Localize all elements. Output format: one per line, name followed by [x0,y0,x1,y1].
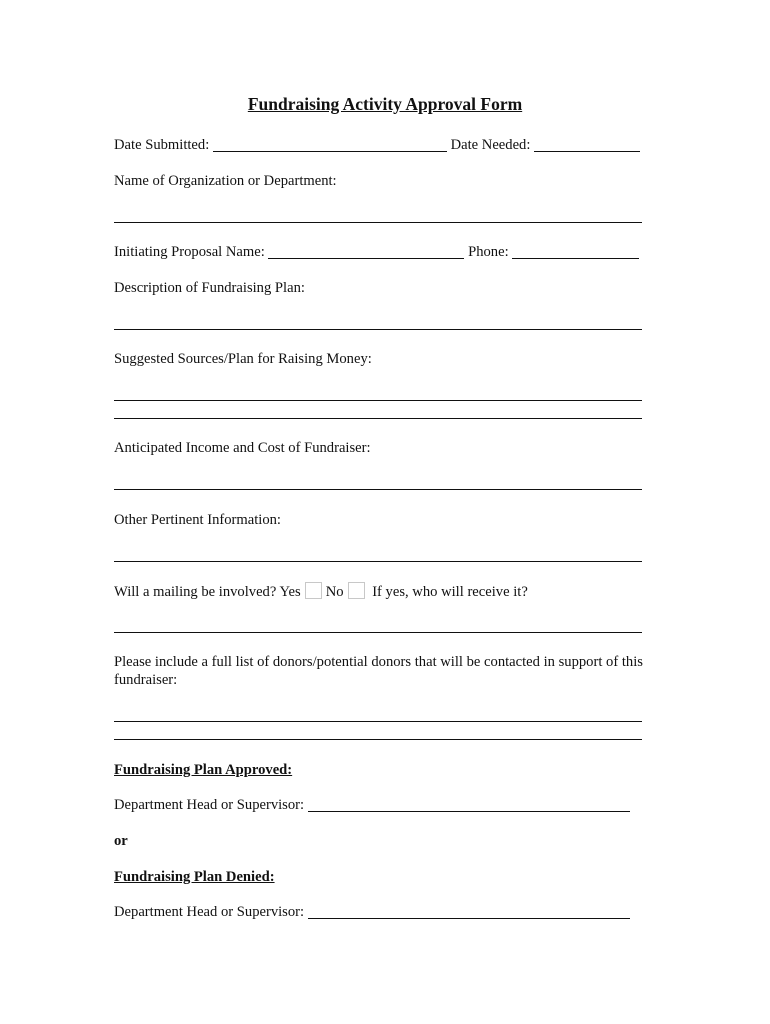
form-title: Fundraising Activity Approval Form [247,94,523,114]
donors-field-line-2[interactable] [114,739,642,740]
organization-field[interactable] [114,222,642,223]
date-submitted-label: Date Submitted: [114,137,210,153]
donors-field-line-1[interactable] [114,721,642,722]
denied-signature-field[interactable] [308,904,630,919]
approved-signature-row [114,796,630,814]
mailing-row [114,582,528,601]
description-field[interactable] [114,329,642,330]
denied-signature-label: Department Head or Supervisor: [114,904,305,920]
mailing-no-checkbox[interactable] [348,582,365,599]
approved-heading: Fundraising Plan Approved: [114,762,293,778]
mailing-no-label: No [325,584,344,600]
initiating-name-field[interactable] [268,244,464,259]
date-submitted-field[interactable] [213,137,447,152]
other-info-field[interactable] [114,561,642,562]
sources-label: Suggested Sources/Plan for Raising Money: [114,351,372,367]
organization-label: Name of Organization or Department: [114,173,337,189]
denied-heading: Fundraising Plan Denied: [114,869,275,885]
date-needed-field[interactable] [534,137,640,152]
approved-signature-label: Department Head or Supervisor: [114,797,305,813]
date-needed-label: Date Needed: [450,137,531,153]
sources-field-line-1[interactable] [114,400,642,401]
or-label: or [114,833,128,849]
mailing-recipient-label: If yes, who will receive it? [372,584,528,600]
donors-label: Please include a full list of donors/potential donors that will be contacted in support of this fundraiser: [114,654,643,688]
phone-field[interactable] [512,244,639,259]
initiating-row [114,243,639,261]
approved-signature-field[interactable] [308,797,630,812]
mailing-question-label: Will a mailing be involved? Yes [114,584,301,600]
income-label: Anticipated Income and Cost of Fundraiser: [114,440,371,456]
other-info-label: Other Pertinent Information: [114,512,281,528]
income-field[interactable] [114,489,642,490]
initiating-name-label: Initiating Proposal Name: [114,244,265,260]
mailing-yes-checkbox[interactable] [305,582,322,599]
mailing-recipient-field[interactable] [114,632,642,633]
sources-field-line-2[interactable] [114,418,642,419]
description-label: Description of Fundraising Plan: [114,280,305,296]
denied-signature-row [114,903,630,921]
phone-label: Phone: [468,244,509,260]
date-row [114,136,640,154]
